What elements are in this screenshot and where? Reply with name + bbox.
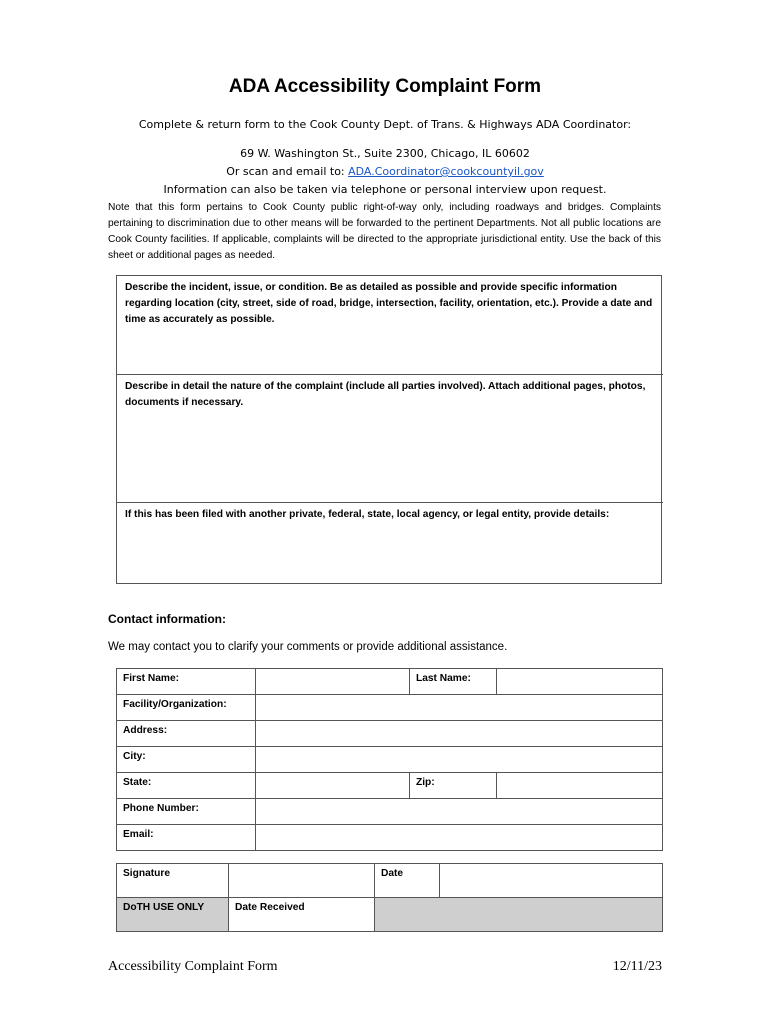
footer-form-name: Accessibility Complaint Form	[108, 959, 278, 974]
return-instructions: Complete & return form to the Cook County Dept. of Trans. & Highways ADA Coordinator:	[138, 118, 632, 131]
state-label: State:	[117, 773, 256, 799]
email-line	[0, 165, 770, 178]
city-input[interactable]	[256, 747, 663, 773]
date-received-label: Date Received	[229, 898, 375, 932]
date-input[interactable]	[440, 864, 663, 898]
contact-subtext: We may contact you to clarify your comments or provide additional assistance.	[108, 641, 508, 653]
first-name-input[interactable]	[256, 669, 410, 695]
address-input[interactable]	[256, 721, 663, 747]
footer-date: 12/11/23	[612, 959, 662, 974]
office-use-label: DoTH USE ONLY	[117, 898, 229, 932]
email-input[interactable]	[256, 825, 663, 851]
nature-field[interactable]	[117, 375, 663, 503]
other-filing-prompt: If this has been filed with another private, federal, state, local agency, or legal entity, provide details:	[125, 509, 610, 520]
jurisdiction-note: Note that this form pertains to Cook County public right-of-way only, including roadways and bridges. Complaints pertaining to discrimination due to other means will be forwarded to the pertinent Departments. Not all public locations are Cook County facilities. If applicable, complaints will be directed to the appropriate jurisdictional entity. Use the back of this sheet or additional pages as needed.	[108, 202, 661, 261]
incident-field[interactable]	[117, 276, 663, 375]
other-filing-field[interactable]	[117, 503, 663, 583]
coordinator-email-link[interactable]: ADA.Coordinator@cookcountyil.gov	[348, 165, 544, 178]
signature-input[interactable]	[229, 864, 375, 898]
incident-prompt: Describe the incident, issue, or condition. Be as detailed as possible and provide specific information regarding location (city, street, side of road, bridge, intersection, facility, orientation, etc.). Provide a date and time as accurately as possible.	[125, 282, 653, 325]
description-box	[116, 275, 662, 584]
phone-label: Phone Number:	[117, 799, 256, 825]
date-label: Date	[375, 864, 440, 898]
signature-table	[116, 863, 663, 932]
zip-label: Zip:	[410, 773, 497, 799]
nature-prompt: Describe in detail the nature of the complaint (include all parties involved). Attach additional pages, photos, documents if necessary.	[125, 381, 646, 408]
mailing-address: 69 W. Washington St., Suite 2300, Chicago, IL 60602	[240, 147, 530, 160]
email-label: Email:	[117, 825, 256, 851]
last-name-input[interactable]	[497, 669, 663, 695]
phone-input[interactable]	[256, 799, 663, 825]
facility-label: Facility/Organization:	[117, 695, 256, 721]
contact-heading: Contact information:	[108, 612, 226, 626]
signature-label: Signature	[117, 864, 229, 898]
zip-input[interactable]	[497, 773, 663, 799]
first-name-label: First Name:	[117, 669, 256, 695]
office-use-field	[375, 898, 663, 932]
contact-table	[116, 668, 663, 851]
email-prefix: Or scan and email to:	[226, 165, 349, 178]
city-label: City:	[117, 747, 256, 773]
last-name-label: Last Name:	[410, 669, 497, 695]
address-label: Address:	[117, 721, 256, 747]
phone-note: Information can also be taken via telephone or personal interview upon request.	[163, 183, 607, 196]
form-title: ADA Accessibility Complaint Form	[228, 76, 542, 97]
state-input[interactable]	[256, 773, 410, 799]
facility-input[interactable]	[256, 695, 663, 721]
